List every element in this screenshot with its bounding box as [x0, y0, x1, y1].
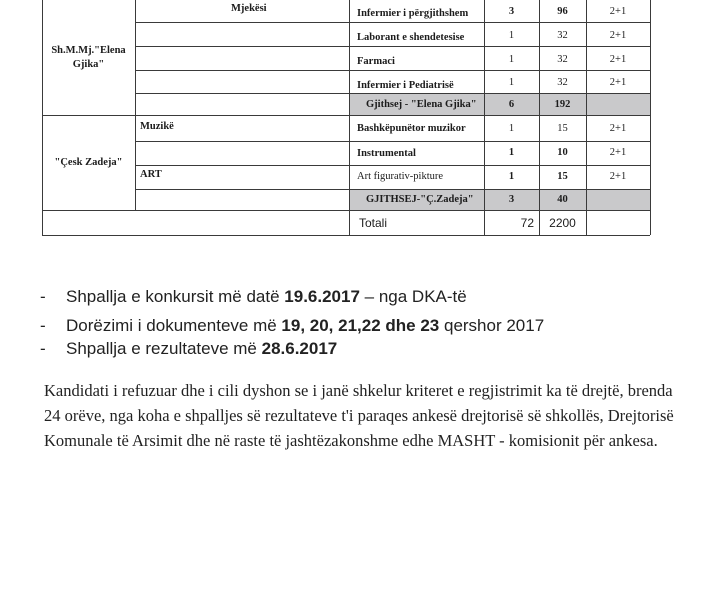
department-art: ART: [140, 169, 162, 180]
bullet-dash: -: [40, 287, 46, 306]
list-item: - Shpallja e rezultateve më 28.6.2017: [40, 339, 338, 358]
enrollment-table: Sh.M.Mj."Elena Gjika" "Çesk Zadeja" Mjekësi Muzikë ART Infermier i përgjithshem 3 96 2+1 Laborant e shendetesise 1 32 2+1 Farmaci 1 32 2+1 Infermier i Pediatrisë 1 32 2+1 Gjithsej - "Elena Gjika" 6 192 Bashkëpunëtor muzikor 1 15 2+1 Instrumental 1 10 2+1 Art figurativ-pikture 1 15 2+1 GJITHSEJ-"Ç.Zadeja" 3 40 Totali 72 2200: [0, 0, 724, 240]
bullet-dash: -: [40, 339, 46, 358]
bullet-dash: -: [40, 316, 46, 335]
department-muzike: Muzikë: [140, 121, 174, 132]
school-name-elena-gjika: Sh.M.Mj."Elena Gjika": [51, 45, 126, 70]
department-mjekesi: Mjekësi: [231, 3, 267, 14]
school-name-cesk-zadeja: "Çesk Zadeja": [54, 157, 123, 168]
appeal-paragraph: Kandidati i refuzuar dhe i cili dyshon se i janë shkelur kriteret e regjistrimit ka të drejtë, brenda 24 orëve, nga koha e shpalljes së rezultateve t'i paraqes ankesë drejtorisë së shkollës, Drejtorisë Komunale të Arsimit dhe në raste të jashtëzakonshme edhe MASHT - komisionit për ankesa.: [44, 381, 674, 450]
list-item: - Shpallja e konkursit më datë 19.6.2017 – nga DKA-të: [40, 287, 467, 306]
list-item: - Dorëzimi i dokumenteve më 19, 20, 21,22 dhe 23 qershor 2017: [40, 316, 545, 335]
